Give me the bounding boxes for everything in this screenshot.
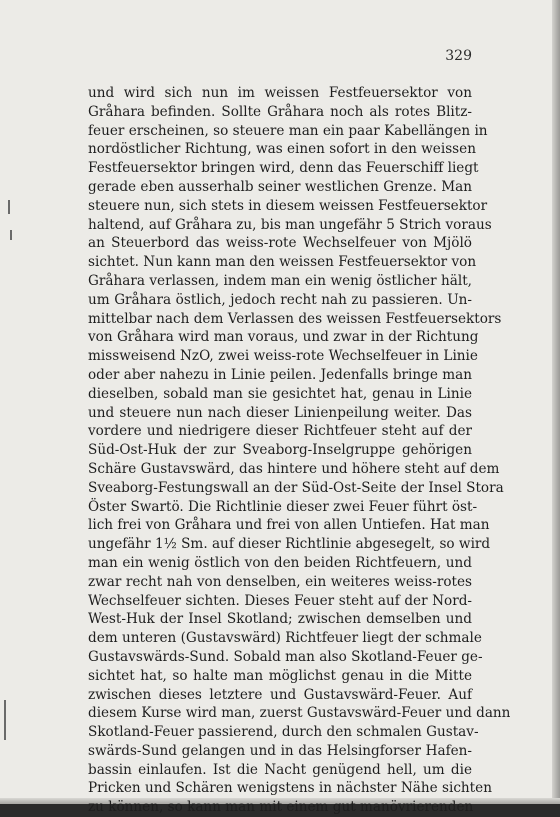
text-line: Pricken und Schären wenigstens in nächster Nähe sichten (88, 780, 492, 797)
text-line: steuere nun, sich stets in diesem weissen Festfeuersektor (88, 197, 488, 214)
text-line: nordöstlicher Richtung, was einen sofort in den weissen (88, 141, 476, 158)
text-line: sichtet. Nun kann man den weissen Festfeuersektor von (88, 254, 477, 271)
text-line: Sveaborg-Festungswall an der Süd-Ost-Seite der Insel Stora (88, 479, 504, 496)
text-line: mittelbar nach dem Verlassen des weissen Festfeuersektors (88, 310, 502, 327)
text-line: dieselben, sobald man sie gesichtet hat, genau in Linie (88, 385, 472, 402)
text-line: oder aber nahezu in Linie peilen. Jedenfalls bringe man (88, 366, 472, 383)
text-line: zwischen dieses letztere und Gustavswärd-Feuer. Auf (88, 686, 472, 703)
text-line: von Gråhara wird man voraus, und zwar in der Richtung (88, 329, 479, 346)
text-line: und wird sich nun im weissen Festfeuersektor von (88, 85, 472, 101)
text-line: haltend, auf Gråhara zu, bis man ungefähr 5 Strich voraus (88, 216, 492, 233)
text-line: sichtet hat, so halte man möglichst genau in die Mitte (88, 667, 472, 684)
text-line: an Steuerbord das weiss-rote Wechselfeuer von Mjölö (88, 235, 472, 252)
text-line: Gråhara verlassen, indem man ein wenig östlicher hält, (88, 272, 472, 289)
text-line: missweisend NzO, zwei weiss-rote Wechselfeuer in Linie (88, 348, 478, 365)
text-line: Gråhara befinden. Sollte Gråhara noch als rotes Blitz- (88, 103, 472, 120)
text-line: bassin einlaufen. Ist die Nacht genügend hell, um die (88, 761, 472, 778)
text-line: swärds-Sund gelangen und in das Helsingforser Hafen- (88, 742, 472, 759)
text-line: Wechselfeuer sichten. Dieses Feuer steht auf der Nord- (88, 592, 472, 609)
text-line: lich frei von Gråhara und frei von allen Untiefen. Hat man (88, 517, 490, 534)
text-line: Schäre Gustavswärd, das hintere und höhere steht auf dem (88, 460, 500, 477)
text-line: Festfeuersektor bringen wird, denn das Feuerschiff liegt (88, 160, 479, 177)
text-line: Süd-Ost-Huk der zur Sveaborg-Inselgruppe gehörigen (88, 442, 472, 459)
body-text (88, 84, 511, 817)
page-number: 329 (445, 48, 472, 64)
text-line: dem unteren (Gustavswärd) Richtfeuer liegt der schmale (88, 630, 482, 647)
text-line: zu können, so kann man mit einem gut manövrierenden (88, 799, 474, 816)
text-line: Skotland-Feuer passierend, durch den schmalen Gustav- (88, 724, 479, 741)
text-line: und steuere nun nach dieser Linienpeilung weiter. Das (88, 404, 472, 421)
text-line: West-Huk der Insel Skotland; zwischen demselben und (88, 611, 472, 628)
margin-mark (4, 700, 6, 740)
margin-mark (8, 200, 10, 214)
text-line: feuer erscheinen, so steuere man ein paar Kabellängen in (88, 122, 488, 139)
text-line: Gustavswärds-Sund. Sobald man also Skotland-Feuer ge- (88, 648, 483, 665)
margin-mark (10, 230, 12, 240)
text-line: Öster Swartö. Die Richtlinie dieser zwei Feuer führt öst- (88, 498, 478, 515)
text-line: ungefähr 1½ Sm. auf dieser Richtlinie abgesegelt, so wird (88, 536, 491, 553)
text-line: vordere und niedrigere dieser Richtfeuer steht auf der (88, 423, 472, 440)
page-edge-shadow (552, 0, 560, 804)
text-line: diesem Kurse wird man, zuerst Gustavswärd-Feuer und dann (88, 705, 511, 722)
text-line: zwar recht nah von denselben, ein weiteres weiss-rotes (88, 573, 472, 590)
text-line: um Gråhara östlich, jedoch recht nah zu passieren. Un- (88, 291, 472, 308)
text-line: man ein wenig östlich von den beiden Richtfeuern, und (88, 554, 472, 571)
text-line: gerade eben ausserhalb seiner westlichen Grenze. Man (88, 178, 472, 195)
